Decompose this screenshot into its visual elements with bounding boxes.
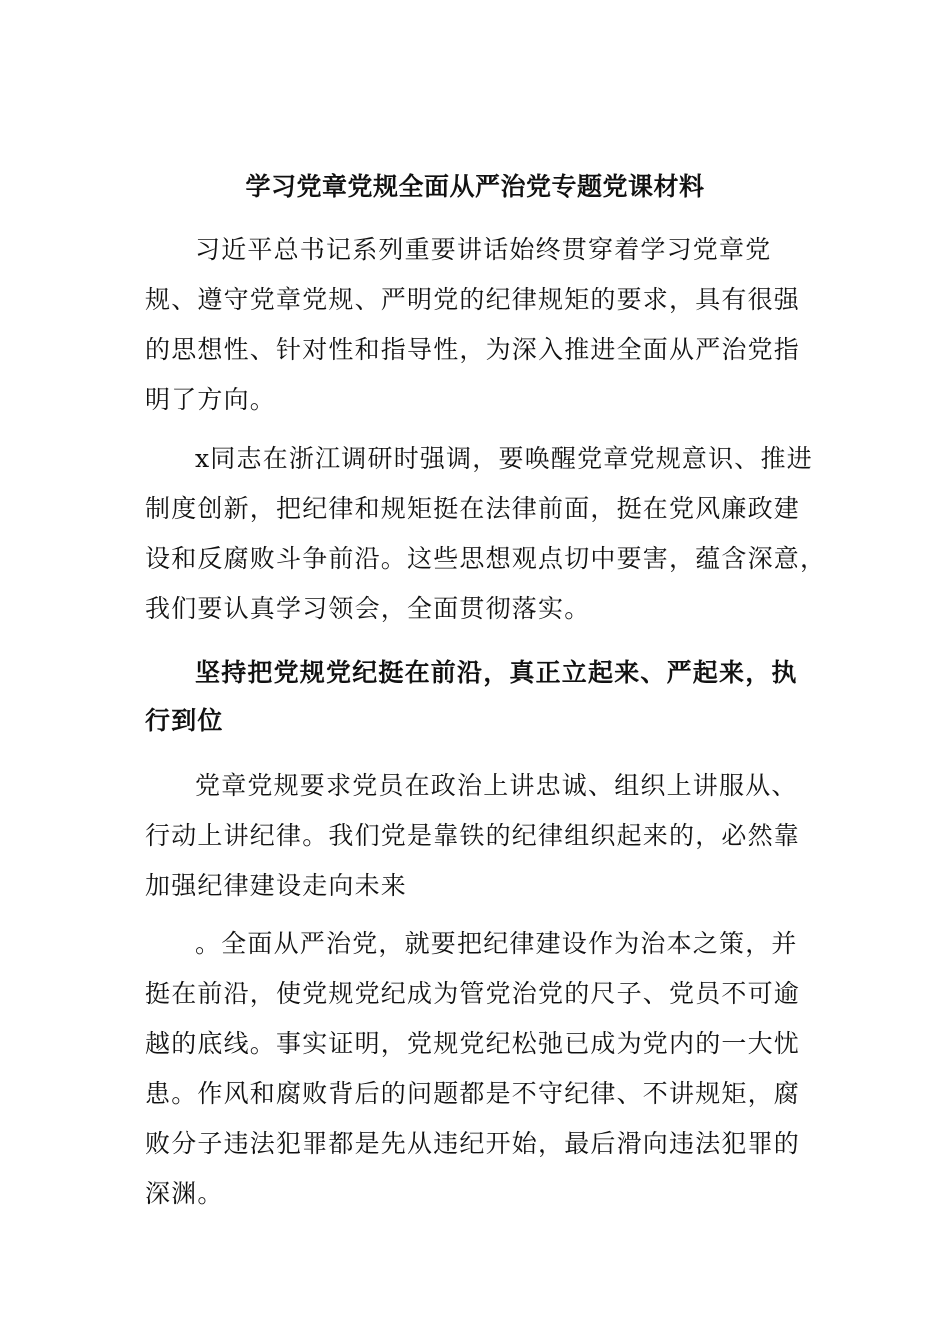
text-line: 加强纪律建设走向未来 [145,871,408,900]
text-line: 败分子违法犯罪都是先从违纪开始，最后滑向违法犯罪的 [145,1129,801,1158]
text-line: 设和反腐败斗争前沿。这些思想观点切中要害，蕴含深意， [145,544,827,573]
text-line: 我们要认真学习领会，全面贯彻落实。 [145,594,591,623]
text-line: 。全面从严治党，就要把纪律建设作为治本之策，并 [195,929,798,958]
text-line: 深渊。 [145,1179,224,1208]
text-line: 行动上讲纪律。我们党是靠铁的纪律组织起来的，必然靠 [145,821,801,850]
text-line: 党章党规要求党员在政治上讲忠诚、组织上讲服从、 [195,771,798,800]
text-line: x同志在浙江调研时强调，要唤醒党章党规意识、推进 [195,444,813,473]
text-line: 的思想性、针对性和指导性，为深入推进全面从严治党指 [145,335,801,364]
text-line: 越的底线。事实证明，党规党纪松弛已成为党内的一大忧 [145,1029,801,1058]
document-title: 学习党章党规全面从严治党专题党课材料 [245,172,705,201]
section-heading-line: 坚持把党规党纪挺在前沿，真正立起来、严起来，执 [195,658,798,687]
text-line: 制度创新，把纪律和规矩挺在法律前面，挺在党风廉政建 [145,494,801,523]
section-heading-line: 行到位 [145,706,224,735]
text-line: 明了方向。 [145,385,277,414]
text-line: 患。作风和腐败背后的问题都是不守纪律、不讲规矩，腐 [145,1079,801,1108]
text-line: 规、遵守党章党规、严明党的纪律规矩的要求，具有很强 [145,285,801,314]
text-line: 习近平总书记系列重要讲话始终贯穿着学习党章党 [195,235,772,264]
text-line: 挺在前沿，使党规党纪成为管党治党的尺子、党员不可逾 [145,979,801,1008]
